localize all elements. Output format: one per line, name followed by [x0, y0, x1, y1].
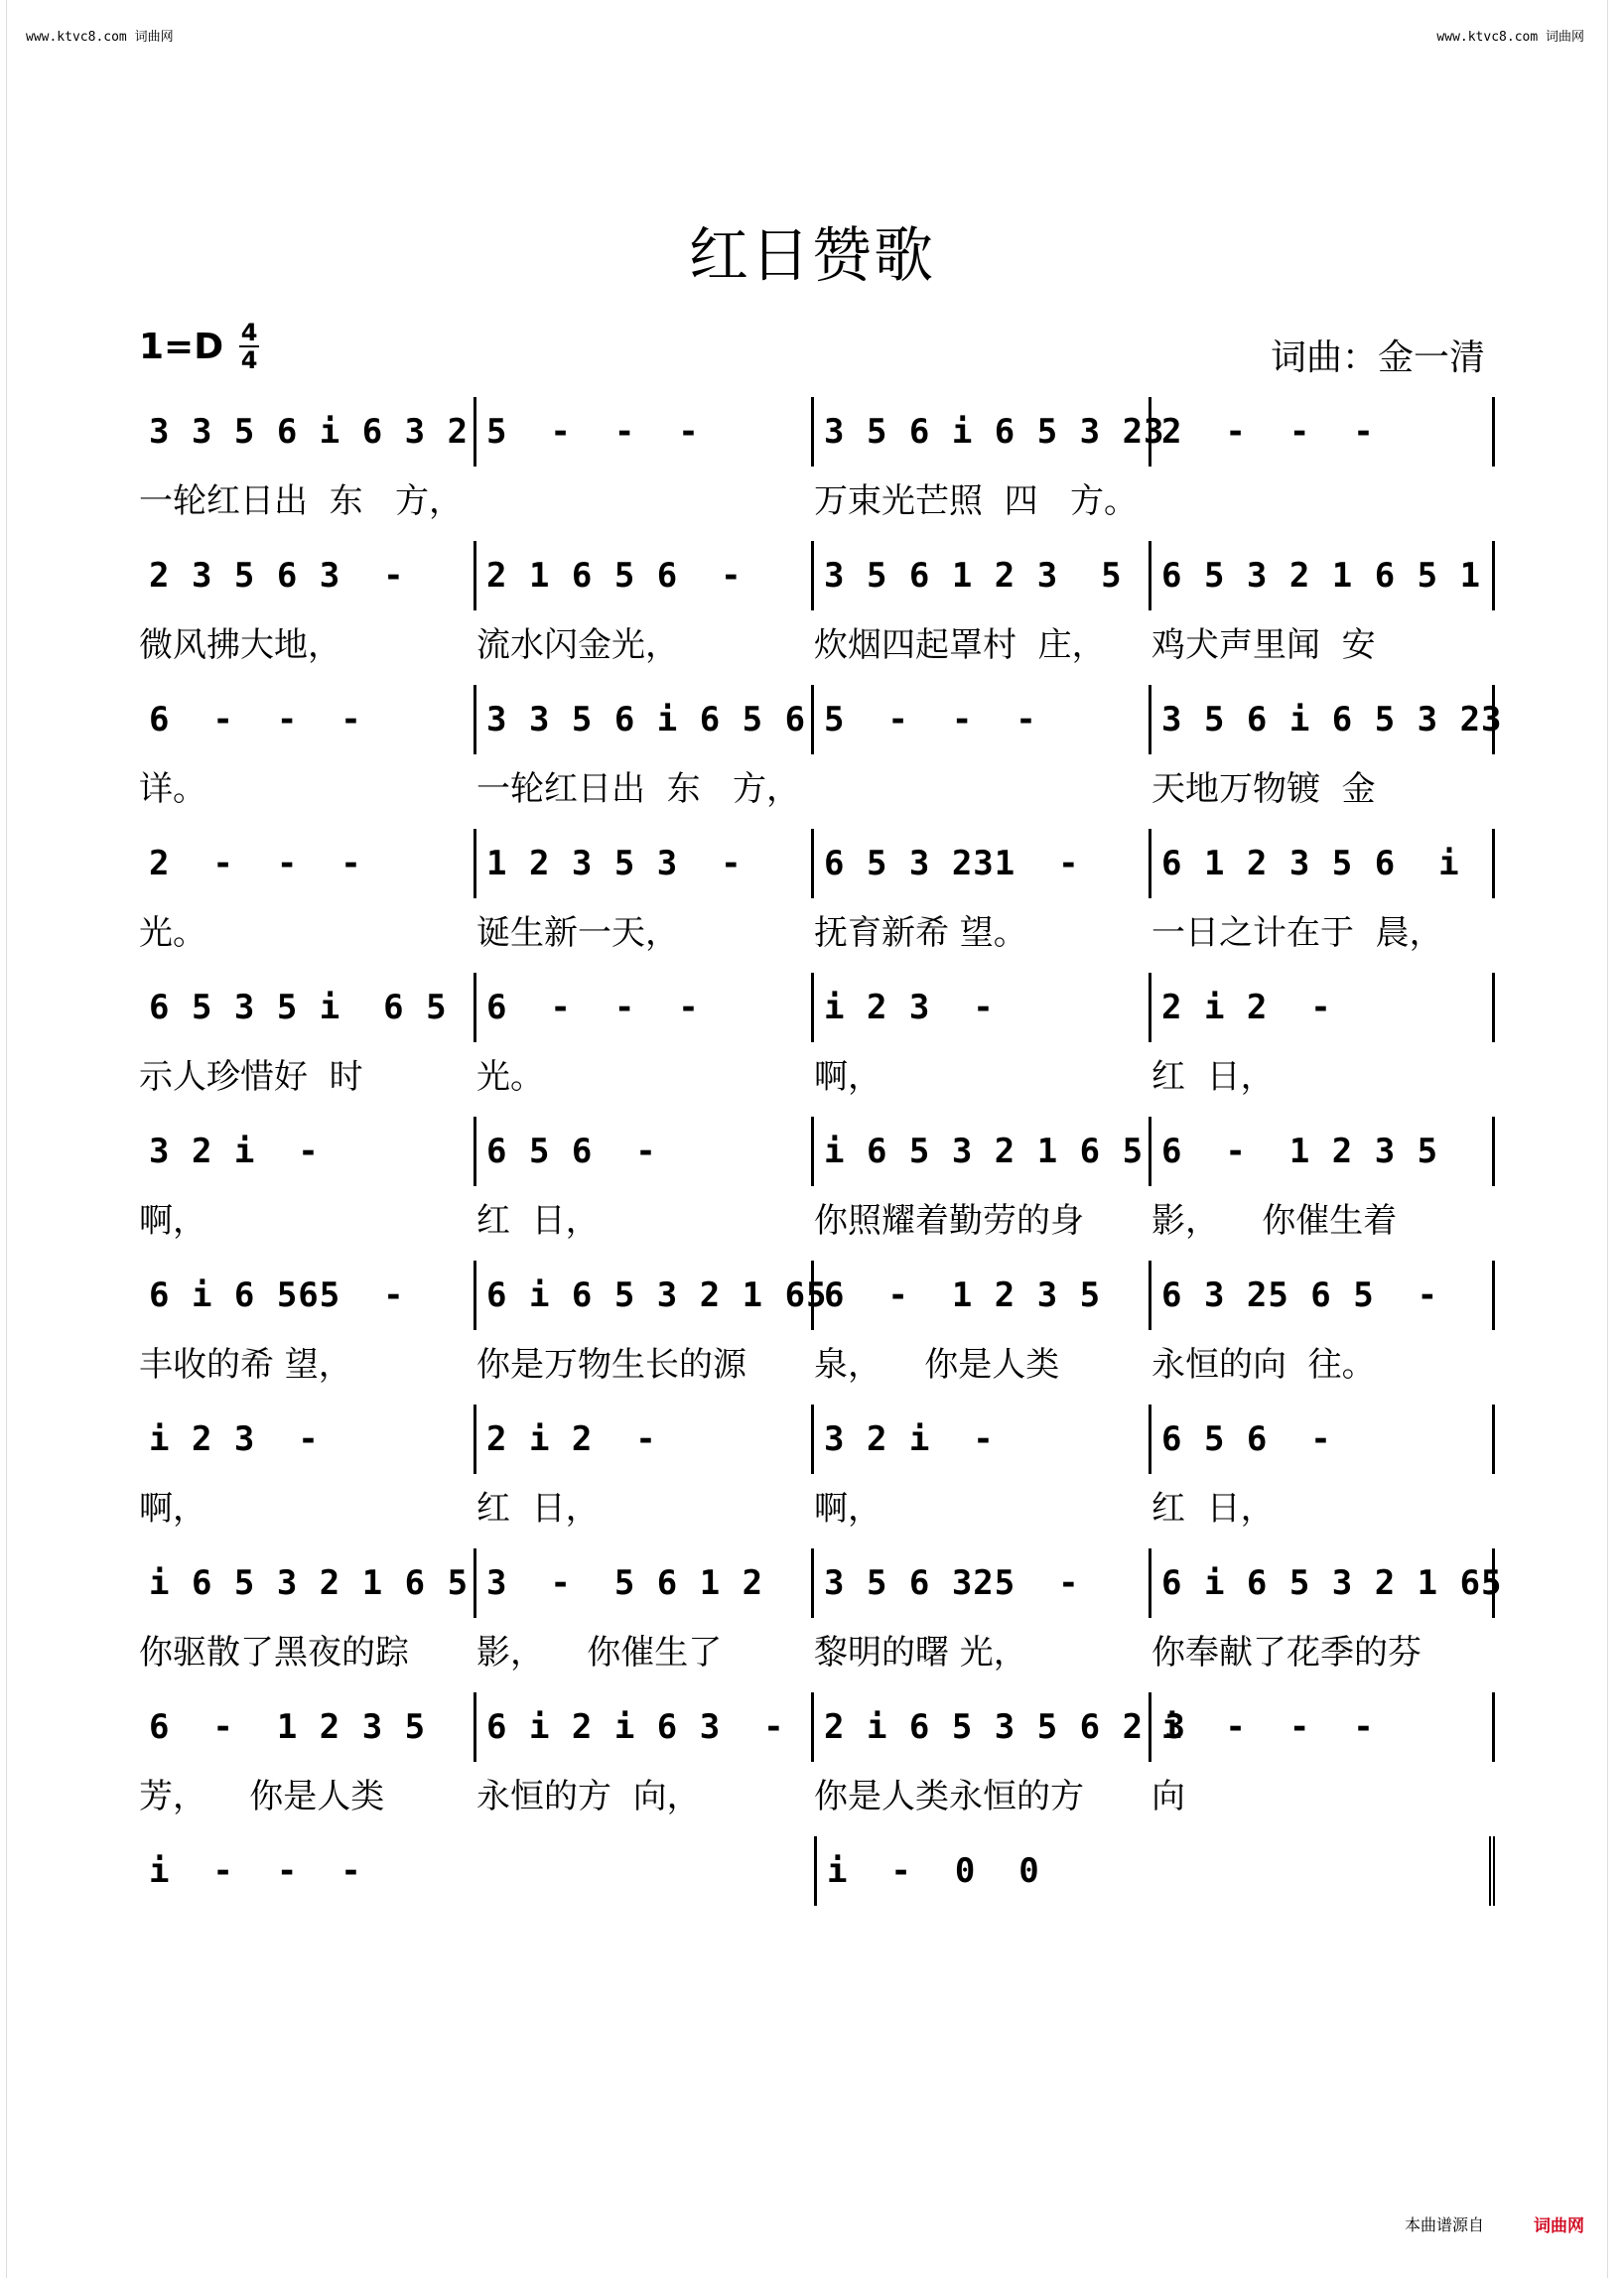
time-signature [239, 320, 259, 374]
lyric-line: 红 日， [1151, 1488, 1275, 1529]
measure-notes: 6 5 3 5 i 6 5 [149, 988, 448, 1027]
measure [814, 1117, 1151, 1186]
lyric-line: 抚育新希 望。 [814, 912, 1027, 953]
lyric-line: 流水闪金光， [476, 624, 679, 665]
notes-row [139, 829, 1495, 898]
measure-notes: 6 i 6 565 - [149, 1275, 405, 1315]
score-system [139, 1548, 1503, 1679]
measure [139, 1692, 476, 1762]
measure [139, 1836, 817, 1906]
measure [139, 397, 476, 467]
measure [139, 973, 476, 1042]
lyrics-row [139, 467, 1495, 528]
lyric-line: 红 日， [476, 1488, 600, 1529]
measure-notes: 6 5 3 2 1 6 5 1 [1161, 556, 1482, 596]
measure [1151, 1405, 1495, 1474]
measure [139, 1117, 476, 1186]
score-system [139, 1405, 1495, 1536]
lyrics-row [139, 1906, 1495, 1967]
measure-notes: 6 - 1 2 3 5 [149, 1707, 427, 1747]
measure-notes: 6 3 25 6 5 - [1161, 1275, 1439, 1315]
measure-notes: 3 5 6 i 6 5 3 23 [824, 412, 1165, 452]
lyric-line: 向 [1151, 1776, 1185, 1816]
right-margin-strip [1607, 0, 1618, 2278]
measure-notes: 3 3 5 6 i 6 5 6 [486, 700, 807, 739]
measure [139, 541, 476, 610]
measure-notes: 2 i 2 - [1161, 988, 1332, 1027]
lyric-line: 啊， [814, 1488, 881, 1529]
measure [476, 1692, 814, 1762]
lyric-line: 详。 [139, 768, 206, 809]
lyric-line: 芳， 你是人类 [139, 1776, 385, 1816]
measure [814, 829, 1151, 898]
measure-notes: 3 5 6 325 - [824, 1563, 1080, 1603]
measure [1151, 541, 1495, 610]
measure-notes: i 6 5 3 2 1 6 5 [824, 1132, 1145, 1171]
measure [476, 1548, 814, 1618]
lyrics-row [139, 1618, 1495, 1679]
measure-notes: 1 2 3 5 3 - [486, 844, 743, 883]
lyrics-row [139, 754, 1495, 816]
lyric-line: 啊， [814, 1056, 881, 1097]
notes-row [139, 1548, 1503, 1618]
footer-brand: 词曲网 [1534, 2216, 1584, 2236]
measure-notes: i 2 3 - [149, 1419, 320, 1459]
notes-row [139, 397, 1495, 467]
key-label: 1=D [139, 326, 224, 367]
measure-notes: 2 - - - [149, 844, 362, 883]
lyrics-row [139, 1762, 1495, 1823]
measure [814, 1261, 1151, 1330]
lyrics-row [139, 610, 1495, 672]
score-system [139, 1117, 1495, 1248]
measure [139, 1405, 476, 1474]
lyric-line: 红 日， [1151, 1056, 1275, 1097]
lyric-line: 示人珍惜好 时 [139, 1056, 363, 1097]
lyric-line: 一日之计在于 晨， [1151, 912, 1443, 953]
lyric-line: 炊烟四起罩村 庄， [814, 624, 1106, 665]
lyric-line: 影， 你催生着 [1151, 1200, 1398, 1241]
time-sig-bottom: 4 [240, 346, 258, 375]
measure-notes: 6 5 3 231 - [824, 844, 1080, 883]
measure [814, 1405, 1151, 1474]
lyrics-row [139, 1186, 1495, 1248]
notes-row [139, 1405, 1495, 1474]
measure [814, 973, 1151, 1042]
measure-notes: 6 - - - [149, 700, 362, 739]
notes-row [139, 1692, 1495, 1762]
lyric-line: 黎明的曙 光， [814, 1632, 1027, 1673]
measure [476, 973, 814, 1042]
measure [139, 1261, 476, 1330]
lyric-line: 啊， [139, 1488, 206, 1529]
lyric-line: 你驱散了黑夜的踪 [139, 1632, 409, 1673]
score-system [139, 541, 1495, 672]
measure-notes: 3 2 i - [824, 1419, 995, 1459]
score-system [139, 829, 1495, 960]
measure [1151, 397, 1495, 467]
measure [476, 1261, 828, 1330]
lyric-line: 红 日， [476, 1200, 600, 1241]
lyrics-row [139, 1474, 1495, 1536]
measure-notes: 3 5 6 1 2 3 5 [824, 556, 1123, 596]
lyric-line: 永恒的向 往。 [1151, 1344, 1376, 1385]
measure [814, 685, 1151, 754]
notes-row [139, 685, 1503, 754]
measure-notes: 3 - 5 6 1 2 [486, 1563, 764, 1603]
measure-notes: i - 0 0 [827, 1851, 1040, 1891]
measure-notes: 6 i 2 i 6 3 - [486, 1707, 785, 1747]
notes-row [139, 541, 1495, 610]
measure-notes: 6 5 6 - [1161, 1419, 1332, 1459]
measure [476, 397, 814, 467]
measure [139, 1548, 476, 1618]
lyric-line: 一轮红日出 东 方， [476, 768, 801, 809]
lyrics-row [139, 1042, 1495, 1104]
lyric-line: 啊， [139, 1200, 206, 1241]
measure-notes: 6 i 6 5 3 2 1 65 [486, 1275, 828, 1315]
measure-notes: 2 - - - [1161, 412, 1375, 452]
lyric-line: 泉， 你是人类 [814, 1344, 1060, 1385]
measure-notes: i - - - [149, 1851, 362, 1891]
footer [1405, 2211, 1584, 2236]
measure [817, 1836, 1495, 1906]
measure [1151, 1548, 1503, 1618]
lyric-line: 永恒的方 向， [476, 1776, 701, 1816]
measure [139, 685, 476, 754]
measure [476, 829, 814, 898]
measure [1151, 829, 1495, 898]
measure-notes: 6 i 6 5 3 2 1 65 [1161, 1563, 1503, 1603]
measure-notes: 6 1 2 3 5 6 i [1161, 844, 1460, 883]
measure-notes: 5 - - - [486, 412, 700, 452]
measure-notes: 6 5 6 - [486, 1132, 657, 1171]
measure [1151, 685, 1503, 754]
measure [476, 541, 814, 610]
notes-row [139, 1836, 1495, 1906]
credits: 词曲：金一清 [1270, 337, 1485, 378]
song-title: 红日赞歌 [689, 221, 935, 291]
footer-source: 本曲谱源自 [1404, 2215, 1484, 2234]
site-watermark-left: www.ktvc8.com 词曲网 [26, 30, 174, 45]
key-signature [139, 320, 259, 374]
lyric-line: 你照耀着勤劳的身 [814, 1200, 1084, 1241]
measure [814, 1548, 1151, 1618]
lyrics-row [139, 1330, 1495, 1392]
lyric-line: 光。 [476, 1056, 544, 1097]
measure-notes: 2 3 5 6 3 - [149, 556, 405, 596]
measure-notes: 5 - - - [824, 700, 1037, 739]
score-system [139, 685, 1503, 816]
measure-notes: 3 2 i - [149, 1132, 320, 1171]
lyric-line: 微风拂大地， [139, 624, 341, 665]
lyric-line: 你是人类永恒的方 [814, 1776, 1084, 1816]
score-system [139, 973, 1495, 1104]
left-margin-strip [6, 0, 17, 2278]
measure [1151, 973, 1495, 1042]
score-system [139, 1261, 1495, 1392]
measure-notes: i 2 3 - [824, 988, 995, 1027]
measure-notes: i - - - [1161, 1707, 1375, 1747]
measure-notes: 2 i 2 - [486, 1419, 657, 1459]
measure [1151, 1261, 1495, 1330]
measure [814, 1692, 1186, 1762]
lyric-line: 诞生新一天， [476, 912, 679, 953]
notes-row [139, 973, 1495, 1042]
lyric-line: 光。 [139, 912, 206, 953]
site-watermark-right: www.ktvc8.com 词曲网 [1436, 30, 1584, 45]
lyric-line: 你奉献了花季的芬 [1151, 1632, 1421, 1673]
notes-row [139, 1117, 1495, 1186]
measure-notes: 2 1 6 5 6 - [486, 556, 743, 596]
lyric-line: 影， 你催生了 [476, 1632, 723, 1673]
lyric-line: 你是万物生长的源 [476, 1344, 746, 1385]
score-system [139, 1692, 1495, 1823]
measure [476, 685, 814, 754]
measure [1151, 1117, 1495, 1186]
lyric-line: 一轮红日出 东 方， [139, 480, 464, 521]
measure-notes: 6 - 1 2 3 5 [1161, 1132, 1439, 1171]
score-system [139, 397, 1495, 528]
notes-row [139, 1261, 1495, 1330]
lyric-line: 丰收的希 望， [139, 1344, 352, 1385]
measure-notes: 3 5 6 i 6 5 3 23 [1161, 700, 1503, 739]
lyric-line: 万束光芒照 四 方。 [814, 480, 1139, 521]
measure [814, 397, 1165, 467]
measure [139, 829, 476, 898]
measure-notes: 3 3 5 6 i 6 3 2 [149, 412, 470, 452]
measure-notes: 2 i 6 5 3 5 6 2 3 [824, 1707, 1186, 1747]
lyric-line: 天地万物镀 金 [1151, 768, 1376, 809]
score-system [139, 1836, 1495, 1967]
measure [476, 1117, 814, 1186]
measure [814, 541, 1151, 610]
measure-notes: 6 - 1 2 3 5 [824, 1275, 1102, 1315]
measure-notes: i 6 5 3 2 1 6 5 [149, 1563, 470, 1603]
measure-notes: 6 - - - [486, 988, 700, 1027]
lyric-line: 鸡犬声里闻 安 [1151, 624, 1376, 665]
measure [1151, 1692, 1495, 1762]
measure [476, 1405, 814, 1474]
time-sig-top: 4 [240, 319, 258, 346]
lyrics-row [139, 898, 1495, 960]
